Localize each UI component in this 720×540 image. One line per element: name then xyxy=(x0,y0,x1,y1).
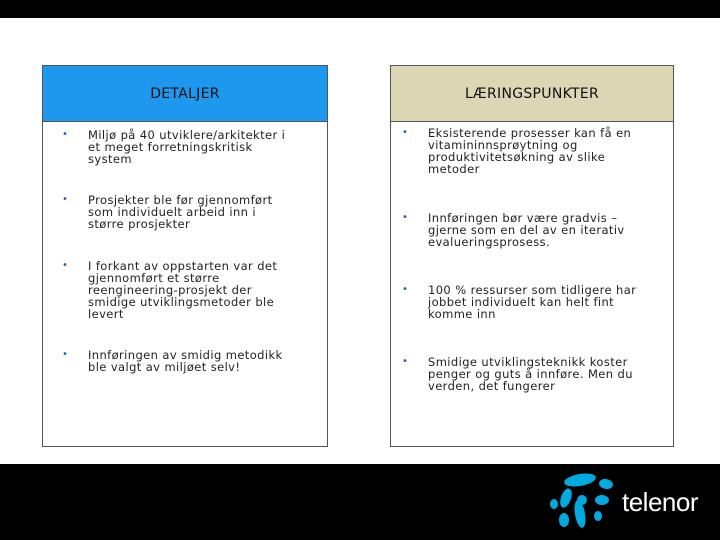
lessons-item: Smidige utviklingsteknikk koster penger og guts å innføre. Men du verden, det fungerer xyxy=(428,355,633,393)
details-panel xyxy=(42,65,328,447)
bullet-icon: • xyxy=(62,129,68,140)
lessons-item: Innføringen bør være gradvis – gjerne som en del av en iterativ evalueringsprosess. xyxy=(428,211,625,249)
lessons-item: 100 % ressurser som tidligere har jobbet individuelt kan helt fint komme inn xyxy=(428,283,637,321)
telenor-propeller-icon xyxy=(540,470,620,534)
telenor-logo xyxy=(540,470,710,534)
bullet-icon: • xyxy=(62,349,68,360)
bullet-icon: • xyxy=(402,127,408,138)
bullet-icon: • xyxy=(62,194,68,205)
lessons-header: LÆRINGSPUNKTER xyxy=(391,66,673,122)
bullet-icon: • xyxy=(402,284,408,295)
bullet-icon: • xyxy=(402,212,408,223)
bullet-icon: • xyxy=(402,356,408,367)
details-header: DETALJER xyxy=(43,66,327,122)
lessons-item: Eksisterende prosesser kan få en vitamininnsprøytning og produktivitetsøkning av slike metoder xyxy=(428,126,632,176)
top-black-bar xyxy=(0,0,720,18)
details-item: Innføringen av smidig metodikk ble valgt av miljøet selv! xyxy=(88,348,283,374)
details-item: Prosjekter ble før gjennomført som individuelt arbeid inn i større prosjekter xyxy=(88,193,273,231)
details-item: Miljø på 40 utviklere/arkitekter i et meget forretningskritisk system xyxy=(88,128,286,166)
details-item: I forkant av oppstarten var det gjennomført et større reengineering-prosjekt der smidige utviklingsmetoder ble levert xyxy=(88,259,278,321)
telenor-wordmark: telenor xyxy=(622,487,698,517)
bullet-icon: • xyxy=(62,260,68,271)
